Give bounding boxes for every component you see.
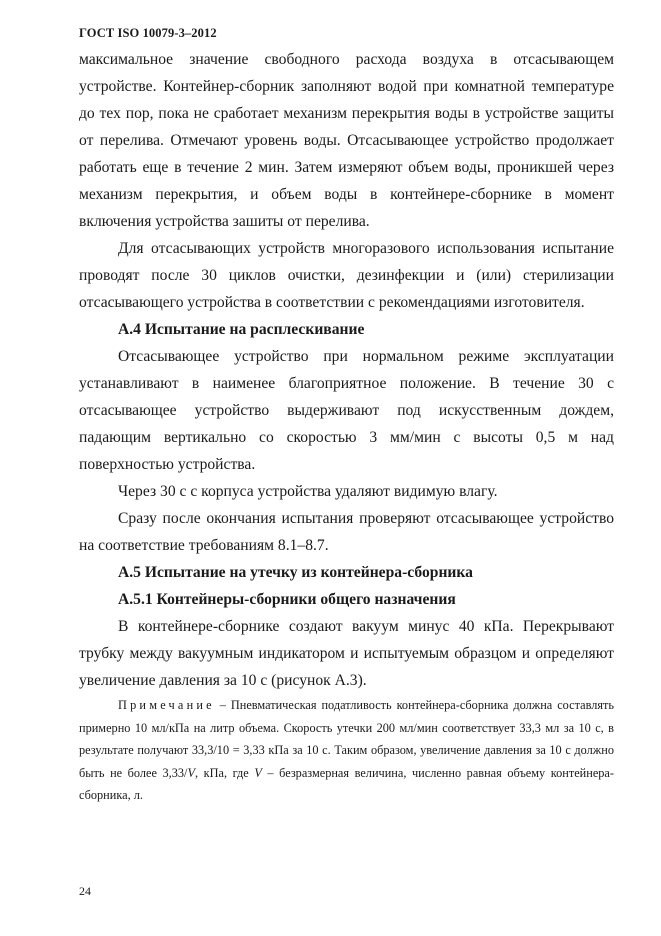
section-heading-a51: А.5.1 Контейнеры-сборники общего назначения <box>118 591 456 608</box>
note-text-a: – Пневматическая податливость контейнера-сборника должна составлять примерно 10 мл/кПа на литр объема. Скорость утечки 200 мл/мин соответствует 33,3 мл за 10 с, в результате получают 33,3/10 = 3,33 кПа за 10 с. Таким образом, увеличение давления за 10 с должно быть не более 3,33/ <box>79 698 614 780</box>
note-label: Примечание <box>118 698 215 712</box>
paragraph-remove-moisture: Через 30 с с корпуса устройства удаляют видимую влагу. <box>118 483 498 500</box>
paragraph-reusable-devices: Для отсасывающих устройств многоразового использования испытание проводят после 30 циклов очистки, дезинфекции и (или) стерилизации отсасывающего устройства в соответствии с рекомендациями изготовителя. <box>79 240 614 311</box>
document-header: ГОСТ ISO 10079-3–2012 <box>79 26 217 40</box>
page-number: 24 <box>79 884 91 898</box>
page-body <box>79 46 614 807</box>
paragraph-splash-test: Отсасывающее устройство при нормальном режиме эксплуатации устанавливают в наименее благоприятное положение. В течение 30 с отсасывающее устройство выдерживают под искусственным дождем, падающим вертикально со скоростью 3 мм/мин с высоты 0,5 м над поверхностью устройства. <box>79 348 614 473</box>
note-text-b: , кПа, где <box>195 765 255 780</box>
note <box>79 694 614 807</box>
paragraph-continued: максимальное значение свободного расхода воздуха в отсасывающем устройстве. Контейнер-сборник заполняют водой при комнатной температуре до тех пор, пока не сработает механизм перекрытия воды в устройстве защиты от перелива. Отмечают уровень воды. Отсасывающее устройство продолжает работать еще в течение 2 мин. Затем измеряют объем воды, проникшей через механизм перекрытия, и объем воды в контейнере-сборнике в момент включения устройства зашиты от перелива. <box>79 51 614 230</box>
note-variable-v-2: V <box>254 765 262 780</box>
note-text-c: – безразмерная величина, численно равная объему контейнера-сборника, л. <box>79 765 614 802</box>
note-variable-v: V <box>187 765 195 780</box>
section-heading-a5: А.5 Испытание на утечку из контейнера-сборника <box>118 564 473 581</box>
paragraph-check-requirements: Сразу после окончания испытания проверяют отсасывающее устройство на соответствие требованиям 8.1–8.7. <box>79 510 614 554</box>
section-heading-a4: А.4 Испытание на расплескивание <box>118 321 365 338</box>
paragraph-vacuum-test: В контейнере-сборнике создают вакуум минус 40 кПа. Перекрывают трубку между вакуумным индикатором и испытуемым образцом и определяют увеличение давления за 10 с (рисунок А.3). <box>79 618 614 689</box>
